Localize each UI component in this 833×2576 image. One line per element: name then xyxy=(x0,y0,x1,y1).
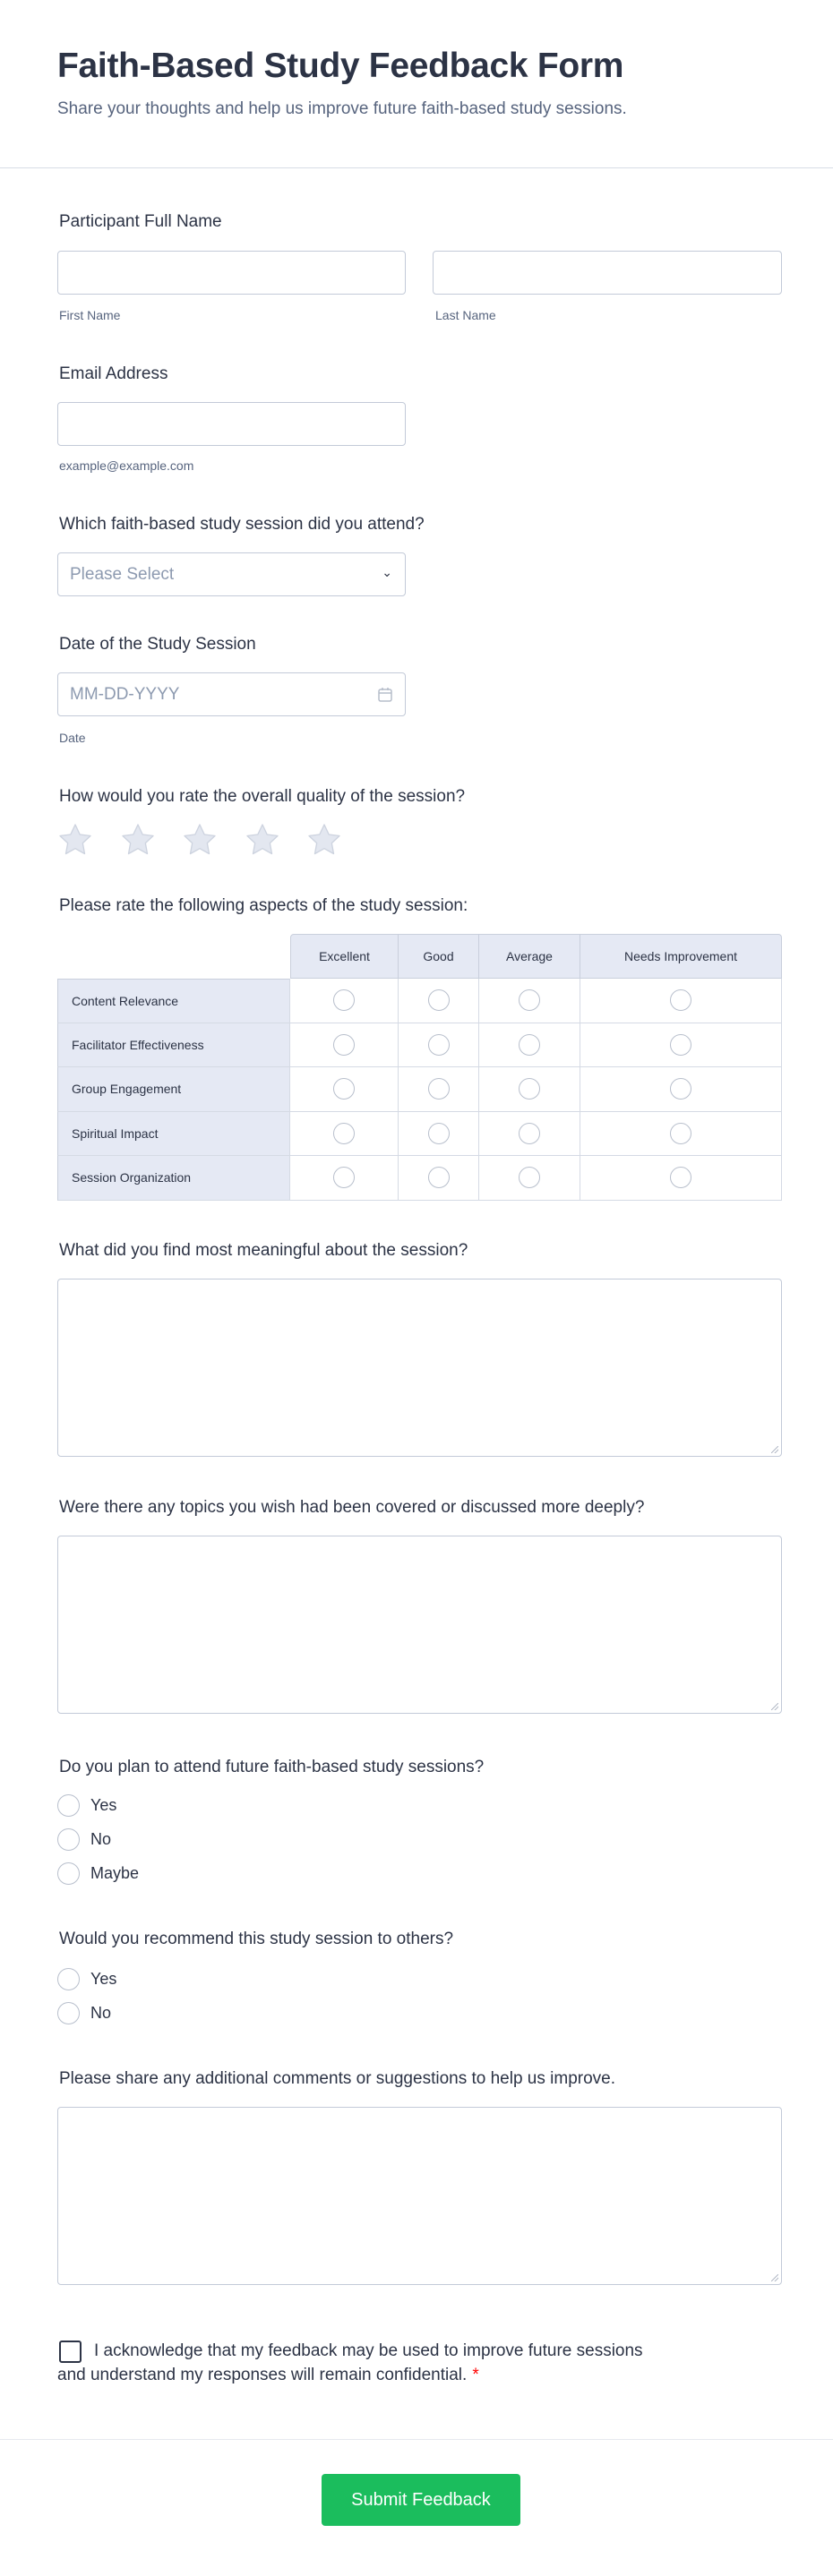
last-name-sublabel: Last Name xyxy=(435,308,496,322)
matrix-cell xyxy=(479,1112,580,1157)
date-input[interactable] xyxy=(57,672,406,716)
calendar-icon[interactable] xyxy=(376,686,394,704)
matrix-row-label: Group Engagement xyxy=(57,1067,290,1112)
option-label: Yes xyxy=(90,1969,117,1988)
submit-button[interactable]: Submit Feedback xyxy=(322,2474,520,2526)
email-hint: example@example.com xyxy=(59,458,194,473)
email-label: Email Address xyxy=(59,364,168,383)
radio-button[interactable] xyxy=(57,1794,80,1817)
matrix-radio[interactable] xyxy=(333,989,355,1011)
matrix-row xyxy=(57,979,782,1023)
matrix-cell xyxy=(399,1156,479,1201)
matrix-row xyxy=(57,1156,782,1201)
matrix-cell xyxy=(580,1023,782,1068)
matrix-radio[interactable] xyxy=(333,1167,355,1188)
resize-handle-icon[interactable] xyxy=(771,2274,778,2281)
matrix-radio[interactable] xyxy=(333,1123,355,1144)
attend-option[interactable] xyxy=(57,1793,116,1817)
matrix-corner xyxy=(57,934,290,979)
matrix-radio[interactable] xyxy=(428,1167,450,1188)
session-select[interactable] xyxy=(57,552,406,596)
matrix-row xyxy=(57,1023,782,1068)
topics-textarea[interactable] xyxy=(57,1536,782,1714)
chevron-down-icon: ⌄ xyxy=(382,565,392,579)
matrix-column-header: Needs Improvement xyxy=(580,934,782,979)
footer-divider xyxy=(0,2439,833,2440)
matrix-radio[interactable] xyxy=(670,989,691,1011)
matrix-row-label: Facilitator Effectiveness xyxy=(57,1023,290,1068)
matrix-column-header: Average xyxy=(479,934,580,979)
star-icon[interactable] xyxy=(57,822,93,858)
star-icon[interactable] xyxy=(182,822,218,858)
matrix-radio[interactable] xyxy=(670,1123,691,1144)
radio-button[interactable] xyxy=(57,2002,80,2024)
matrix-radio[interactable] xyxy=(519,1034,540,1056)
required-asterisk: * xyxy=(472,2366,479,2384)
matrix-cell xyxy=(580,1112,782,1157)
attend-option[interactable] xyxy=(57,1827,111,1851)
rating-matrix xyxy=(57,934,782,1201)
session-label: Which faith-based study session did you attend? xyxy=(59,515,425,534)
radio-button[interactable] xyxy=(57,1862,80,1885)
matrix-cell xyxy=(399,1112,479,1157)
matrix-cell xyxy=(399,979,479,1023)
matrix-cell xyxy=(479,1156,580,1201)
matrix-radio[interactable] xyxy=(333,1078,355,1100)
date-sublabel: Date xyxy=(59,731,86,745)
matrix-cell xyxy=(479,1067,580,1112)
form-subtitle: Share your thoughts and help us improve future faith-based study sessions. xyxy=(57,99,627,118)
acknowledge-label: I acknowledge that my feedback may be used to improve future sessions and understand my responses will remain confidential. xyxy=(57,2341,643,2384)
meaningful-label: What did you find most meaningful about the session? xyxy=(59,1241,468,1260)
matrix-radio[interactable] xyxy=(670,1167,691,1188)
matrix-cell xyxy=(399,1023,479,1068)
radio-button[interactable] xyxy=(57,1828,80,1851)
header-divider xyxy=(0,167,833,168)
topics-label: Were there any topics you wish had been covered or discussed more deeply? xyxy=(59,1498,645,1517)
matrix-radio[interactable] xyxy=(670,1034,691,1056)
option-label: No xyxy=(90,2003,112,2022)
matrix-radio[interactable] xyxy=(670,1078,691,1100)
resize-handle-icon[interactable] xyxy=(771,1703,778,1710)
matrix-row-label: Content Relevance xyxy=(57,979,290,1023)
matrix-cell xyxy=(290,1067,399,1112)
session-placeholder: Please Select xyxy=(70,565,175,584)
star-icon[interactable] xyxy=(245,822,280,858)
email-input[interactable] xyxy=(57,402,406,446)
matrix-cell xyxy=(580,1067,782,1112)
attend-label: Do you plan to attend future faith-based study sessions? xyxy=(59,1758,485,1776)
matrix-cell xyxy=(580,979,782,1023)
matrix-cell xyxy=(479,979,580,1023)
matrix-row xyxy=(57,1067,782,1112)
matrix-row-label: Session Organization xyxy=(57,1156,290,1201)
matrix-row-label: Spiritual Impact xyxy=(57,1112,290,1157)
matrix-cell xyxy=(290,1156,399,1201)
acknowledge-text xyxy=(57,2339,648,2387)
first-name-input[interactable] xyxy=(57,251,406,295)
recommend-option[interactable] xyxy=(57,1967,116,1990)
acknowledge-checkbox[interactable] xyxy=(59,2341,82,2363)
last-name-input[interactable] xyxy=(433,251,782,295)
form-title: Faith-Based Study Feedback Form xyxy=(57,47,624,85)
rating-label: How would you rate the overall quality of the session? xyxy=(59,787,466,806)
resize-handle-icon[interactable] xyxy=(771,1446,778,1453)
matrix-radio[interactable] xyxy=(519,1078,540,1100)
matrix-radio[interactable] xyxy=(333,1034,355,1056)
matrix-cell xyxy=(290,1112,399,1157)
comments-textarea[interactable] xyxy=(57,2107,782,2285)
radio-button[interactable] xyxy=(57,1968,80,1990)
matrix-cell xyxy=(290,979,399,1023)
matrix-row xyxy=(57,1112,782,1157)
attend-option[interactable] xyxy=(57,1861,139,1885)
option-label: No xyxy=(90,1829,112,1848)
recommend-label: Would you recommend this study session to others? xyxy=(59,1930,454,1948)
matrix-radio[interactable] xyxy=(428,1034,450,1056)
first-name-sublabel: First Name xyxy=(59,308,121,322)
full-name-label: Participant Full Name xyxy=(59,212,222,231)
option-label: Maybe xyxy=(90,1863,140,1882)
option-label: Yes xyxy=(90,1795,117,1814)
matrix-radio[interactable] xyxy=(519,1167,540,1188)
matrix-column-header: Good xyxy=(399,934,479,979)
meaningful-textarea[interactable] xyxy=(57,1279,782,1457)
date-label: Date of the Study Session xyxy=(59,635,256,654)
matrix-cell xyxy=(580,1156,782,1201)
recommend-option[interactable] xyxy=(57,2001,111,2024)
matrix-cell xyxy=(290,1023,399,1068)
star-icon[interactable] xyxy=(120,822,156,858)
matrix-label: Please rate the following aspects of the study session: xyxy=(59,896,468,915)
matrix-radio[interactable] xyxy=(519,1123,540,1144)
date-placeholder: MM-DD-YYYY xyxy=(70,685,180,704)
matrix-cell xyxy=(399,1067,479,1112)
matrix-radio[interactable] xyxy=(519,989,540,1011)
comments-label: Please share any additional comments or suggestions to help us improve. xyxy=(59,2069,616,2088)
matrix-column-header: Excellent xyxy=(290,934,399,979)
matrix-radio[interactable] xyxy=(428,989,450,1011)
matrix-cell xyxy=(479,1023,580,1068)
star-icon[interactable] xyxy=(306,822,342,858)
matrix-radio[interactable] xyxy=(428,1078,450,1100)
matrix-radio[interactable] xyxy=(428,1123,450,1144)
